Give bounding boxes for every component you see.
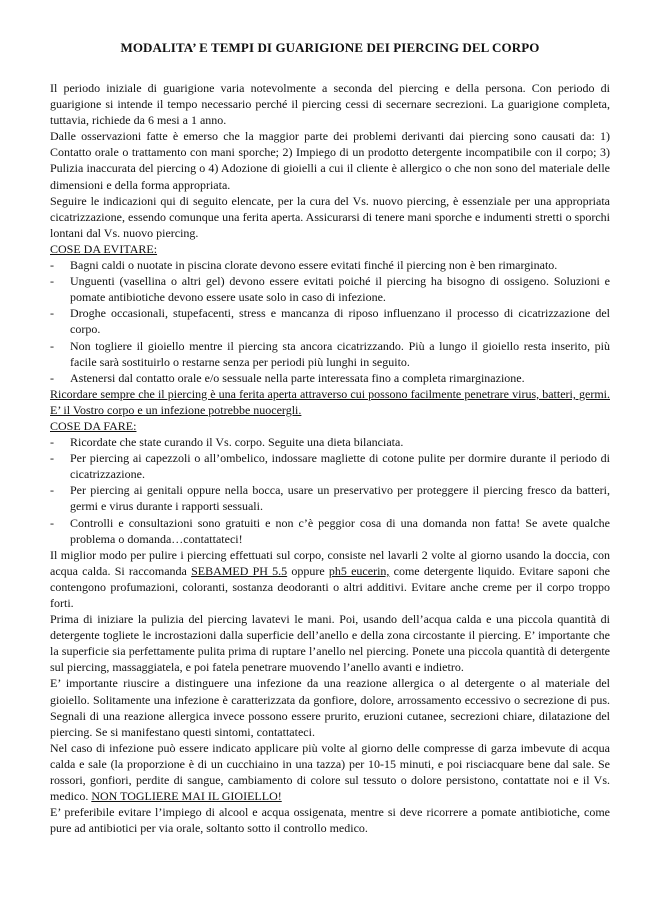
avoid-heading: COSE DA EVITARE: (50, 241, 158, 256)
product-sebamed: SEBAMED PH 5.5 (191, 563, 288, 578)
list-item: - Bagni caldi o nuotate in piscina clorate devono essere evitati finché il piercing non è ben rimarginato. (50, 258, 558, 273)
body-paragraph-2: E’ importante riuscire a distinguere una infezione da una reazione allergica o al detergente o al materiale del gioiello. Solitamente una infezione è caratterizzata da gonfiore, dolore, arrossamento eccessivo o secrezione di pus. Segnali di una reazione allergica invece possono essere prurito, eruzioni cutanee, secrezioni chiare, dilatazione del piercing. Se si manifestano questi sintomi, contattateci. (50, 676, 610, 739)
list-item: - Non togliere il gioiello mentre il piercing sta ancora cicatrizzando. Più a lungo il gioiello resta inserito, più facile sarà sostituirlo o restarne senza per periodi più lunghi in seguito. (50, 338, 610, 369)
product-eucerin: ph5 eucerin, (328, 563, 390, 578)
intro-paragraph-3: Seguire le indicazioni qui di seguito elencate, per la cura del Vs. nuovo piercing, è essenziale per una appropriata cicatrizzazione, essendo comunque una ferita aperta. Assicurarsi di tenere mani sporche e indumenti stretti o sporchi lontani dal Vs. nuovo piercing. (50, 193, 610, 240)
list-item: - Unguenti (vasellina o altri gel) devono essere evitati poiché il piercing ha bisogno di ossigeno. Soluzioni e pomate antibiotiche devono essere usate solo in caso di infezione. (50, 274, 610, 305)
list-item: - Astenersi dal contatto orale e/o sessuale nella parte interessata fino a completa rimarginazione. (50, 370, 525, 385)
list-item: - Droghe occasionali, stupefacenti, stress e mancanza di riposo influenzano il processo di cicatrizzazione del corpo. (50, 306, 610, 337)
closing-paragraph: E’ preferibile evitare l’impiego di alcool e acqua ossigenata, mentre si deve ricorrere a pomate antibiotiche, come pure ad antibiotici per via orale, soltanto sotto il controllo medico. (50, 805, 610, 836)
emphasis-note: NON TOGLIERE MAI IL GIOIELLO! (91, 789, 282, 804)
warning-note: Ricordare sempre che il piercing è una ferita aperta attraverso cui possono facilmente penetrare virus, batteri, germi. E’ il Vostro corpo e un infezione potrebbe nuocergli. (50, 386, 610, 417)
cleaning-paragraph: Il miglior modo per pulire i piercing effettuati sul corpo, consiste nel lavarli 2 volte al giorno usando la doccia, con acqua calda. Si raccomanda SEBAMED PH 5.5 oppure ph5 eucerin, come detergente liquido. Evitare saponi che contengono profumazioni, coloranti, sostanza deodoranti o altri additivi. Evitare anche creme per il corpo troppo forti. (50, 547, 611, 610)
list-item: - Per piercing ai capezzoli o all’ombelico, indossare magliette di cotone pulite per dormire durante il periodo di cicatrizzazione. (50, 451, 610, 482)
intro-paragraph-2: Dalle osservazioni fatte è emerso che la maggior parte dei problemi derivanti dai piercing sono causati da: 1) Contatto orale o trattamento con mani sporche; 2) Impiego di un prodotto detergente incompatibile con il corpo; 3) Pulizia inaccurata del piercing o 4) Adozione di gioielli a cui il cliente è allergico o che non sono del materiale delle dimensioni e della forma appropriata. (50, 129, 610, 192)
list-item: - Controlli e consultazioni sono gratuiti e non c’è peggior cosa di una domanda non fatta! Se avete qualche problema o domanda…contattateci! (50, 515, 610, 546)
list-item: - Ricordate che state curando il Vs. corpo. Seguite una dieta bilanciata. (50, 435, 404, 450)
todo-heading: COSE DA FARE: (50, 418, 137, 433)
todo-list (50, 434, 610, 547)
body-paragraph-1: Prima di iniziare la pulizia del piercing lavatevi le mani. Poi, usando dell’acqua calda e una piccola quantità di detergente togliete le incrostazioni dalla superficie dell’anello e della zona circostante il piercing. E’ importante che la superficie sia perfettamente pulita prima di ruptare l’anello nel piercing. Ponete una piccola quantità di detergente sul piercing, massaggiatela, e poi fatela penetrare muovendo l’anello avanti e indietro. (50, 612, 610, 675)
avoid-list (50, 257, 610, 386)
list-item: - Per piercing ai genitali oppure nella bocca, usare un preservativo per proteggere il piercing fresco da batteri, germi e virus durante i rapporti sessuali. (50, 483, 610, 514)
infection-paragraph: Nel caso di infezione può essere indicato applicare più volte al giorno delle compresse di garza imbevute di acqua calda e sale (la proporzione è di un cucchiaino in una tazza) per 10-15 minuti, e poi risciacquare bene dal sale. Se rossori, gonfiori, perdite di sangue, cambiamento di colore sul tessuto o dolore persistono, contattate noi e il Vs. medico. NON TOGLIERE MAI IL GIOIELLO! (50, 740, 610, 804)
intro-paragraph-1: Il periodo iniziale di guarigione varia notevolmente a seconda del piercing e della persona. Con periodo di guarigione si intende il tempo necessario perché il piercing cessi di secernare secrezioni. La guarigione completa, tuttavia, richiede da 6 mesi a 1 anno. (50, 81, 610, 128)
document-title: MODALITA’ E TEMPI DI GUARIGIONE DEI PIERCING DEL CORPO (120, 40, 540, 55)
